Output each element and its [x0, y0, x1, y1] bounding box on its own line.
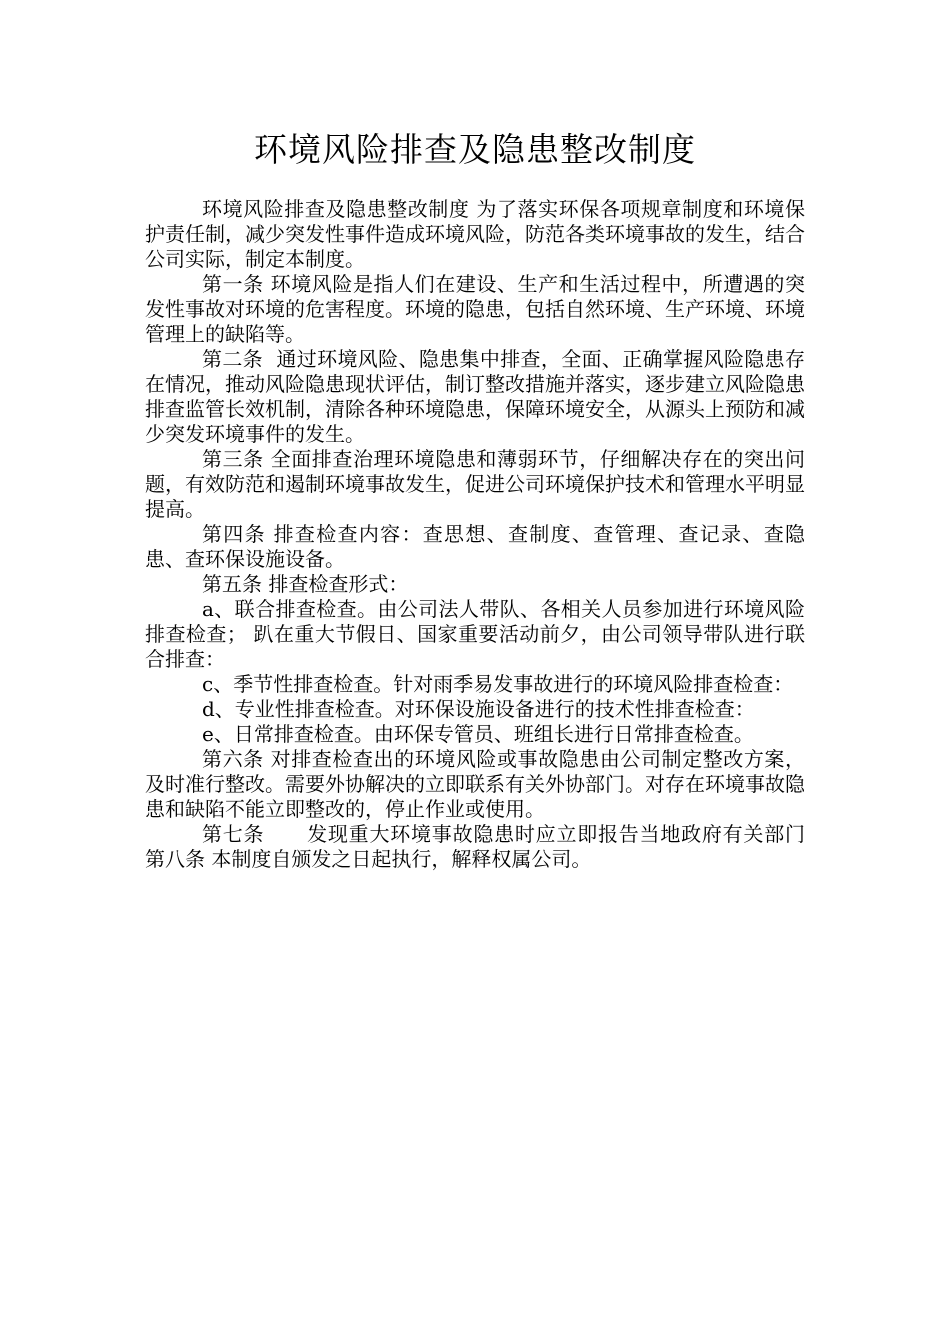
paragraph-article-7-8: 第七条 发现重大环境事故隐患时应立即报告当地政府有关部门 第八条 本制度自颁发之日起执行，解释权属公司。	[145, 822, 812, 871]
document-body	[145, 197, 812, 872]
paragraph-article-5: 第五条 排查检查形式：	[202, 572, 409, 596]
paragraph-item-c: c、季节性排查检查。针对雨季易发事故进行的环境风险排查检查：	[202, 672, 794, 696]
paragraph-article-3: 第三条 全面排查治理环境隐患和薄弱环节，仔细解决存在的突出问题，有效防范和遏制环境事故发生，促进公司环境保护技术和管理水平明显提高。	[145, 447, 805, 521]
paragraph-article-1: 第一条 环境风险是指人们在建设、生产和生活过程中，所遭遇的突发性事故对环境的危害程度。环境的隐患，包括自然环境、生产环境、环境管理上的缺陷等。	[145, 272, 805, 346]
paragraph-intro: 环境风险排查及隐患整改制度 为了落实环保各项规章制度和环境保护责任制，减少突发性事件造成环境风险，防范各类环境事故的发生，结合公司实际，制定本制度。	[145, 197, 805, 271]
paragraph-item-e: e、日常排查检查。由环保专管员、班组长进行日常排查检查。	[202, 722, 754, 746]
paragraph-article-2: 第二条 通过环境风险、隐患集中排查，全面、正确掌握风险隐患存在情况，推动风险隐患现状评估，制订整改措施并落实，逐步建立风险隐患排查监管长效机制，清除各种环境隐患，保障环境安全，从源头上预防和减少突发环境事件的发生。	[145, 347, 805, 446]
paragraph-article-6: 第六条 对排查检查出的环境风险或事故隐患由公司制定整改方案，及时准行整改。需要外协解决的立即联系有关外协部门。对存在环境事故隐患和缺陷不能立即整改的，停止作业或使用。	[145, 747, 805, 821]
paragraph-article-4: 第四条 排查检查内容：查思想、查制度、查管理、查记录、查隐患、查环保设施设备。	[145, 522, 805, 571]
paragraph-item-a: a、联合排查检查。由公司法人带队、各相关人员参加进行环境风险排查检查； 趴在重大节假日、国家重要活动前夕，由公司领导带队进行联合排查：	[145, 597, 805, 671]
paragraph-item-d: d、专业性排查检查。对环保设施设备进行的技术性排查检查：	[202, 697, 755, 721]
document-title: 环境风险排查及隐患整改制度	[254, 130, 696, 169]
